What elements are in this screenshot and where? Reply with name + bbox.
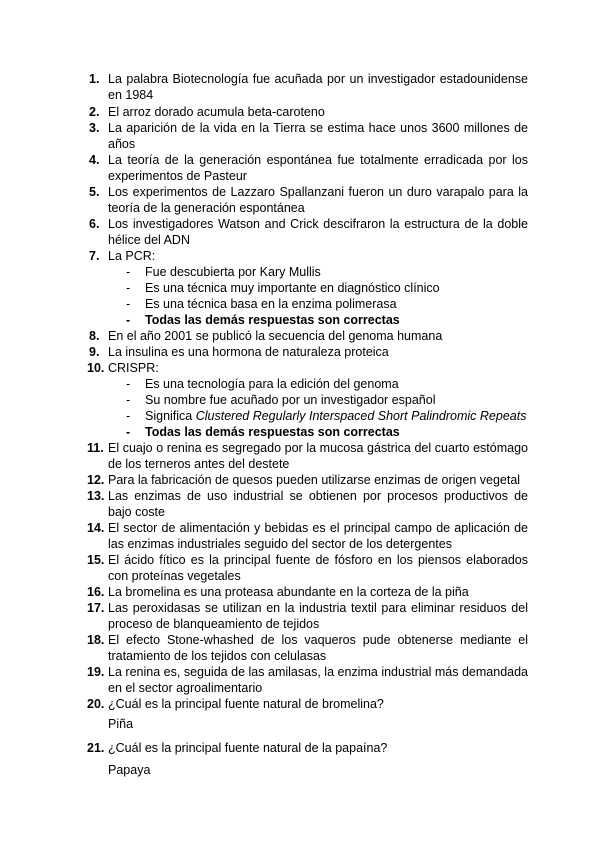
dash-bullet: - [126, 425, 131, 439]
item-number: 12. [87, 473, 105, 487]
item-number: 13. [87, 489, 105, 503]
list-item-4 [89, 152, 528, 184]
item-text: Para la fabricación de quesos pueden utilizarse enzimas de origen vegetal [108, 473, 521, 487]
item-number: 20. [87, 697, 105, 711]
option-text: Todas las demás respuestas son correctas [145, 313, 400, 327]
list-item-7 [89, 248, 528, 264]
item-text: Los experimentos de Lazzaro Spallanzani fueron un duro varapalo para la teoría de la generación espontánea [108, 185, 528, 215]
item-number: 4. [89, 153, 100, 167]
option-text: Todas las demás respuestas son correctas [145, 425, 400, 439]
dash-bullet: - [126, 409, 131, 423]
pcr-option-1 [126, 264, 535, 280]
item-text: El efecto Stone-whashed de los vaqueros pude obtenerse mediante el tratamiento de los tejidos con celulasas [108, 633, 528, 663]
item-number: 3. [89, 121, 100, 135]
item-number: 21. [87, 741, 105, 755]
list-item-13 [87, 488, 528, 520]
option-text: Es una técnica muy importante en diagnóstico clínico [145, 281, 440, 295]
item-text: En el año 2001 se publicó la secuencia del genoma humana [108, 329, 443, 343]
item-text: La teoría de la generación espontánea fue totalmente erradicada por los experimentos de Pasteur [108, 153, 528, 183]
option-text: Significa [145, 409, 196, 423]
option-text: Es una técnica basa en la enzima polimerasa [145, 297, 397, 311]
list-item-12 [87, 472, 528, 488]
option-text: Fue descubierta por Kary Mullis [145, 265, 321, 279]
item-text: Los investigadores Watson and Crick descifraron la estructura de la doble hélice del ADN [108, 217, 528, 247]
item-number: 2. [89, 105, 100, 119]
item-text: Las enzimas de uso industrial se obtienen por procesos productivos de bajo coste [108, 489, 528, 519]
answer-21: Papaya [108, 763, 151, 777]
item-number: 15. [87, 553, 105, 567]
option-text: Es una tecnología para la edición del genoma [145, 377, 399, 391]
option-italic-text: Clustered Regularly Interspaced Short Palindromic Repeats [195, 409, 527, 423]
dash-bullet: - [126, 377, 131, 391]
list-item-9 [89, 344, 528, 360]
pcr-option-4 [126, 312, 535, 328]
item-text: La palabra Biotecnología fue acuñada por un investigador estadounidense en 1984 [108, 72, 528, 102]
item-number: 10. [87, 361, 105, 375]
item-number: 11. [87, 441, 104, 455]
list-item-21 [87, 740, 528, 756]
dash-bullet: - [126, 281, 131, 295]
list-item-18 [87, 632, 528, 664]
item-number: 6. [89, 217, 100, 231]
item-text: ¿Cuál es la principal fuente natural de la papaína? [108, 741, 388, 755]
item-number: 5. [89, 185, 100, 199]
list-item-10 [87, 360, 528, 376]
item-number: 16. [87, 585, 105, 599]
list-item-2 [89, 104, 528, 120]
pcr-option-2 [126, 280, 535, 296]
list-item-20 [87, 696, 528, 712]
list-item-17 [87, 600, 528, 632]
option-text: Su nombre fue acuñado por un investigador español [145, 393, 436, 407]
pcr-option-3 [126, 296, 535, 312]
item-text: CRISPR: [108, 361, 159, 375]
dash-bullet: - [126, 393, 131, 407]
crispr-option-2 [126, 392, 535, 408]
list-item-3 [89, 120, 528, 152]
dash-bullet: - [126, 313, 131, 327]
item-number: 7. [89, 249, 100, 263]
list-item-1 [89, 71, 528, 103]
crispr-option-3 [126, 408, 535, 424]
item-text: La bromelina es una proteasa abundante en la corteza de la piña [108, 585, 469, 599]
list-item-11 [87, 440, 528, 472]
item-text: El ácido fítico es la principal fuente de fósforo en los piensos elaborados con proteínas vegetales [108, 553, 528, 583]
list-item-16 [87, 584, 528, 600]
item-number: 9. [89, 345, 100, 359]
item-number: 17. [87, 601, 105, 615]
list-item-19 [87, 664, 528, 696]
item-number: 18. [87, 633, 105, 647]
list-item-15 [87, 552, 528, 584]
answer-20: Piña [108, 717, 134, 731]
list-item-6 [89, 216, 528, 248]
list-item-8 [89, 328, 528, 344]
crispr-option-1 [126, 376, 535, 392]
item-text: La insulina es una hormona de naturaleza proteica [108, 345, 389, 359]
dash-bullet: - [126, 297, 131, 311]
item-number: 19. [87, 665, 105, 679]
item-number: 14. [87, 521, 105, 535]
item-text: El cuajo o renina es segregado por la mucosa gástrica del cuarto estómago de los terneros antes del destete [108, 441, 528, 471]
crispr-option-4 [126, 424, 535, 440]
item-number: 8. [89, 329, 100, 343]
item-text: La PCR: [108, 249, 156, 263]
item-text: La renina es, seguida de las amilasas, la enzima industrial más demandada en el sector agroalimentario [108, 665, 528, 695]
item-text: El sector de alimentación y bebidas es el principal campo de aplicación de las enzimas industriales seguido del sector de los detergentes [108, 521, 528, 551]
list-item-5 [89, 184, 528, 216]
item-text: La aparición de la vida en la Tierra se estima hace unos 3600 millones de años [108, 121, 528, 151]
item-text: Las peroxidasas se utilizan en la industria textil para eliminar residuos del proceso de blanqueamiento de tejidos [108, 601, 528, 631]
item-text: El arroz dorado acumula beta-caroteno [108, 105, 325, 119]
item-text: ¿Cuál es la principal fuente natural de bromelina? [108, 697, 384, 711]
dash-bullet: - [126, 265, 131, 279]
list-item-14 [87, 520, 528, 552]
item-number: 1. [89, 72, 100, 86]
